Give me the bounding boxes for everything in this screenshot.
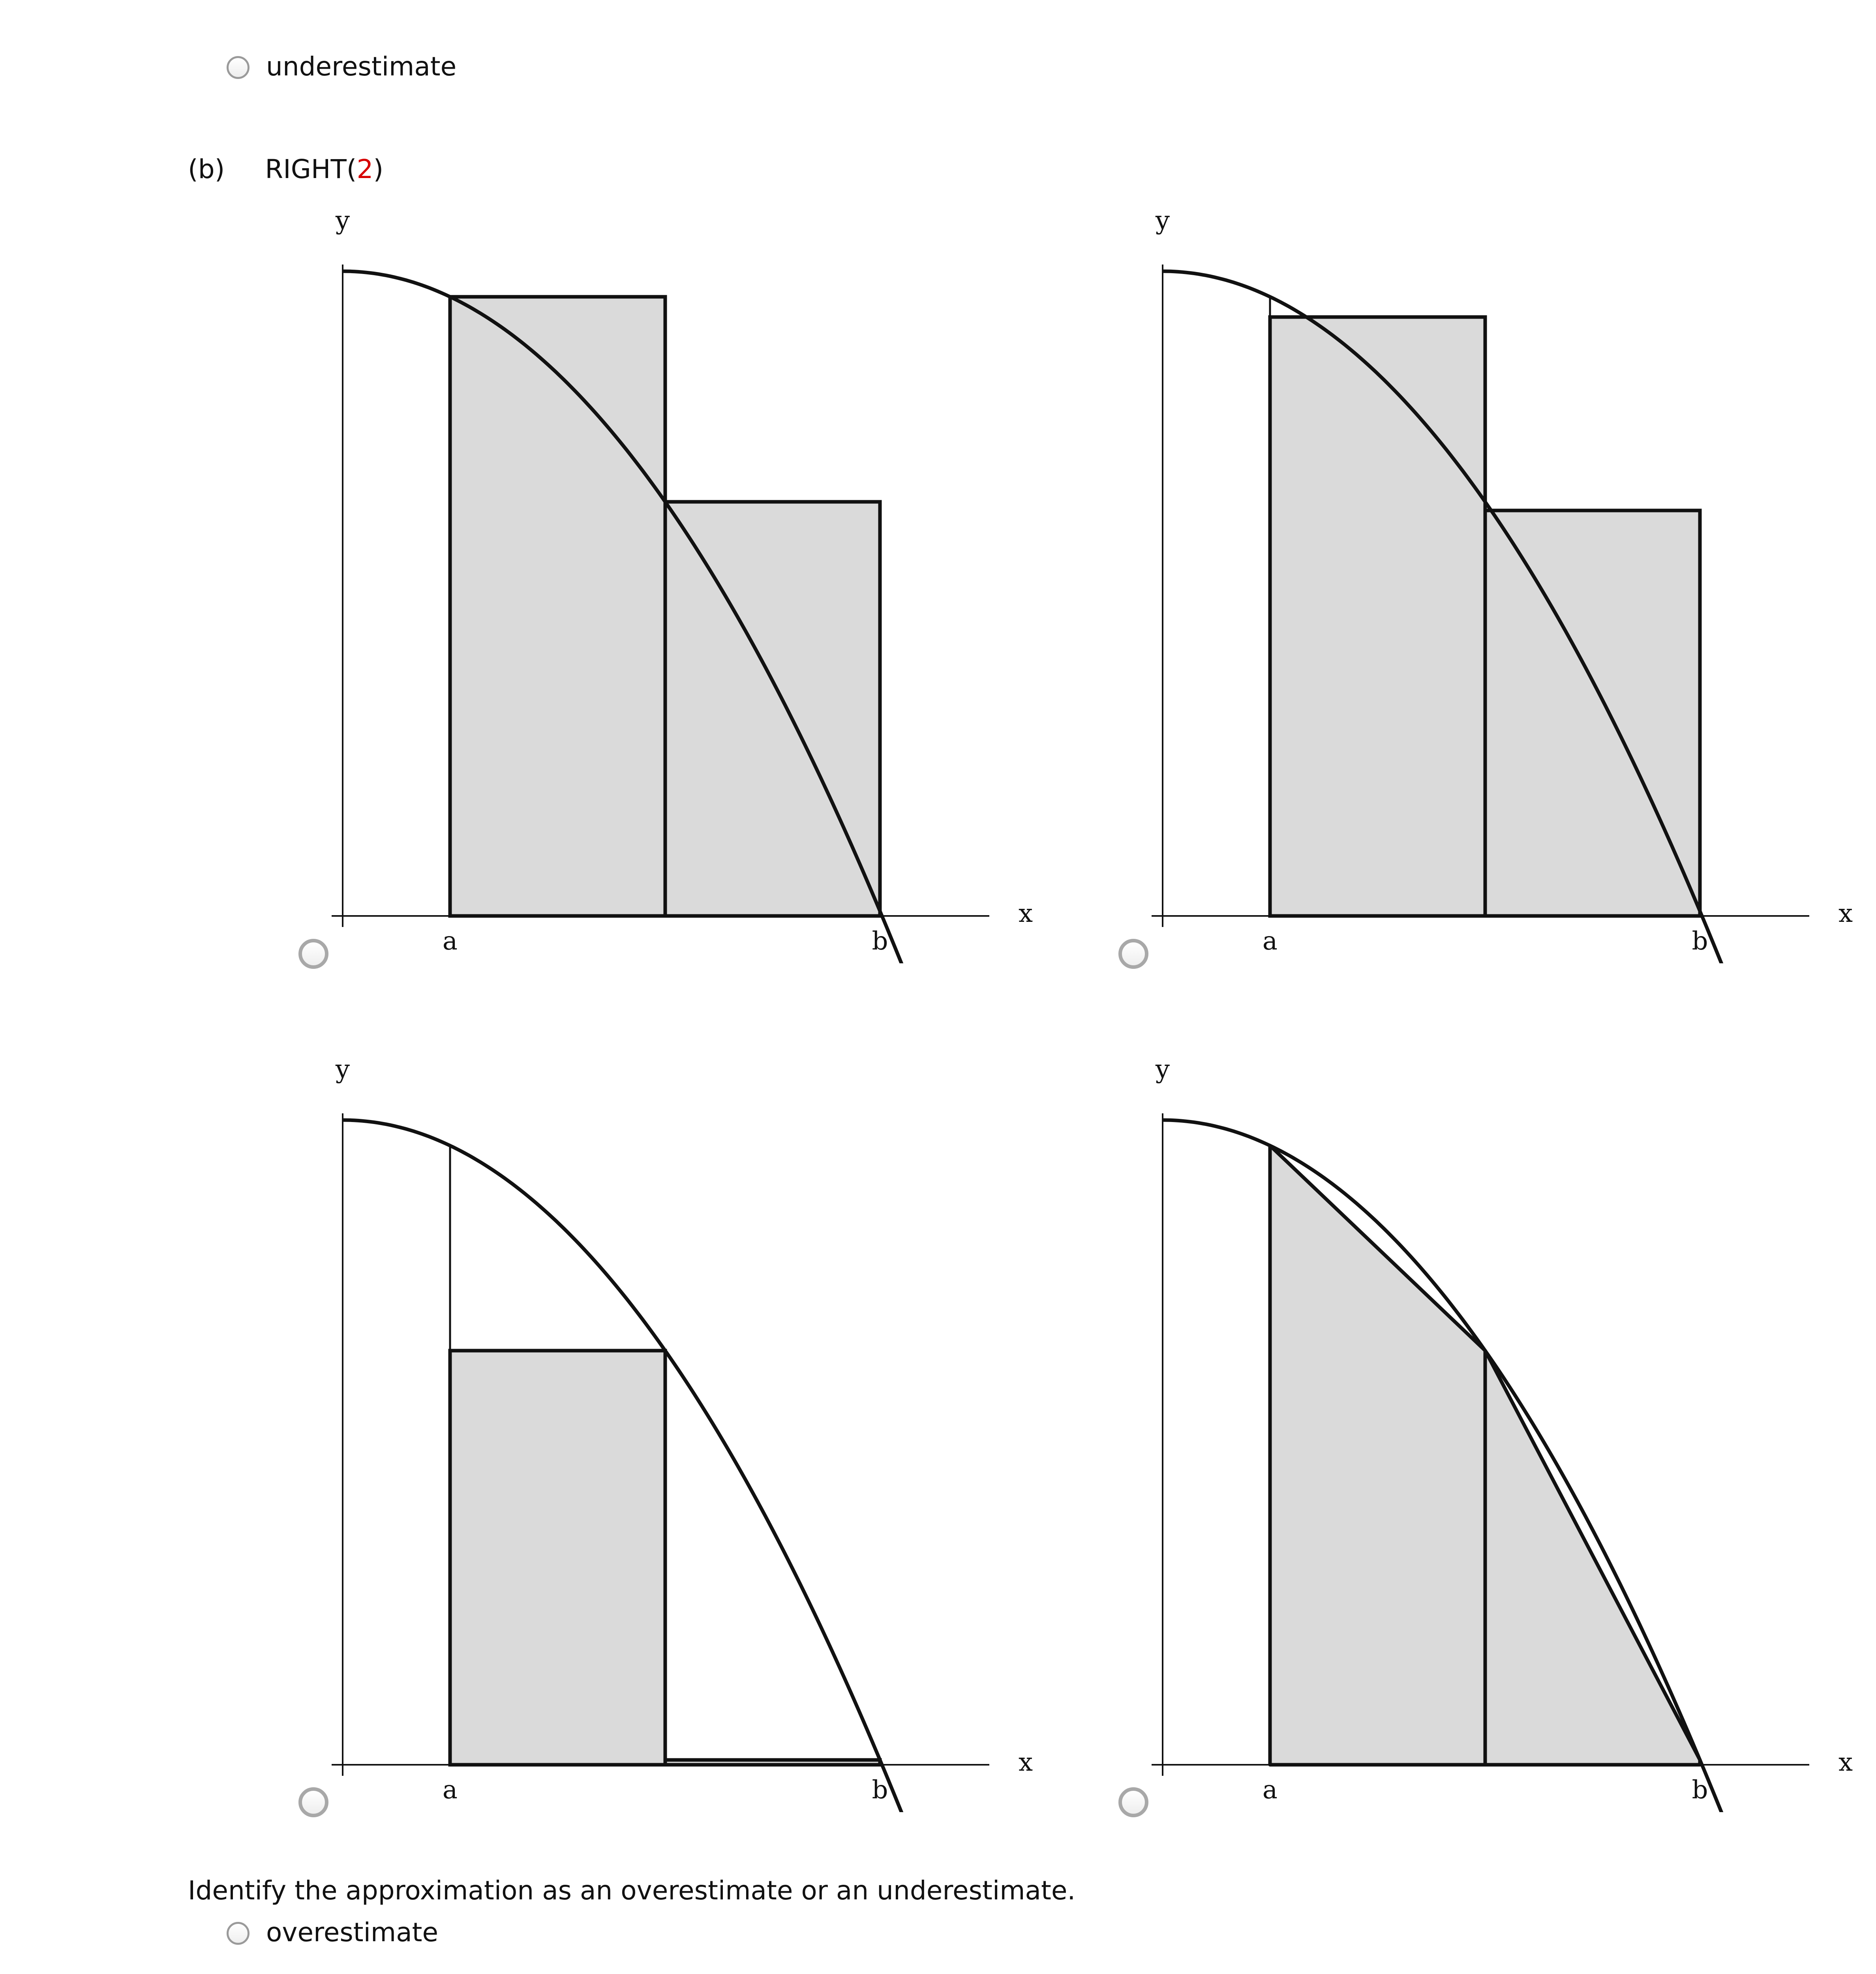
graph-3-svg xyxy=(303,1062,1053,1812)
g1-x-label: x xyxy=(1018,899,1033,928)
graph-4-svg xyxy=(1123,1062,1873,1812)
g2-b-label: b xyxy=(1692,927,1708,956)
g4-y-label: y xyxy=(1155,1062,1170,1084)
g1-rect-2 xyxy=(665,502,880,916)
g3-b-label: b xyxy=(872,1775,888,1805)
graph-3 xyxy=(303,1062,1053,1812)
g1-rect-1 xyxy=(450,297,665,916)
graph-1-svg xyxy=(303,213,1053,963)
question-text: Identify the approximation as an overestimate or an underestimate. xyxy=(188,1875,1076,1906)
overestimate-label: overestimate xyxy=(266,1917,439,1948)
g2-rect-1 xyxy=(1270,317,1485,916)
g3-y-label: y xyxy=(335,1062,350,1084)
g3-a-label: a xyxy=(442,1775,458,1805)
part-b-close: ) xyxy=(373,154,384,184)
part-b-label: (b) xyxy=(188,154,225,184)
g2-y-label: y xyxy=(1155,213,1170,235)
part-b-method: RIGHT( xyxy=(265,154,357,184)
part-b-n: 2 xyxy=(356,154,373,184)
g4-b-label: b xyxy=(1692,1775,1708,1805)
graph-2-svg xyxy=(1123,213,1873,963)
graph-1 xyxy=(303,213,1053,963)
graph-4 xyxy=(1123,1062,1873,1812)
g3-x-label: x xyxy=(1018,1748,1033,1777)
g4-trap-2 xyxy=(1485,1351,1700,1765)
part-b-heading xyxy=(188,156,383,182)
g1-y-label: y xyxy=(335,213,350,235)
overestimate-radio[interactable] xyxy=(227,1922,250,1945)
g2-rect-2 xyxy=(1485,510,1700,916)
g1-a-label: a xyxy=(442,927,458,956)
underestimate-radio-a[interactable] xyxy=(227,56,250,79)
g3-rect-1 xyxy=(450,1351,665,1765)
g4-x-label: x xyxy=(1838,1748,1853,1777)
g4-a-label: a xyxy=(1262,1775,1278,1805)
g2-a-label: a xyxy=(1262,927,1278,956)
g1-b-label: b xyxy=(872,927,888,956)
g4-trap-1 xyxy=(1270,1146,1485,1765)
graph-2 xyxy=(1123,213,1873,963)
underestimate-label-a: underestimate xyxy=(266,51,457,82)
g2-x-label: x xyxy=(1838,899,1853,928)
